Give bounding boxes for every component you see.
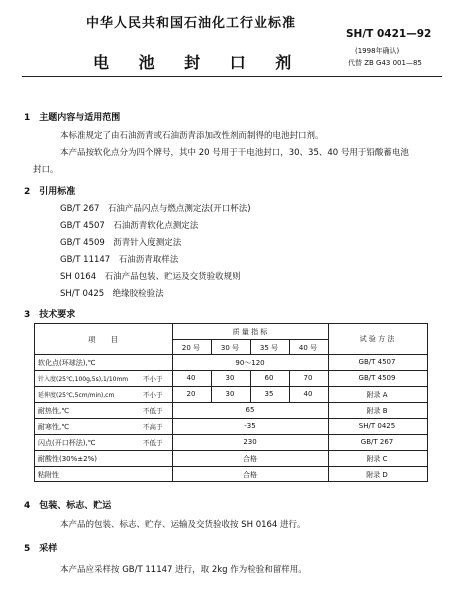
technical-requirements-table xyxy=(34,323,428,482)
row-item-label: 针入度(25℃,100g,5s),1/10mm xyxy=(38,376,129,383)
reference-item: SH/T 0425 绝缘胶检验法 xyxy=(60,289,164,299)
org-standard-title: 中华人民共和国石油化工行业标准 xyxy=(86,16,297,31)
row-merged-value: 65 xyxy=(245,406,255,414)
table-rule xyxy=(35,354,427,355)
table-rule xyxy=(35,402,427,403)
row-item-label: 粘附性 xyxy=(38,471,59,479)
row-merged-value: 合格 xyxy=(243,471,257,479)
row-method: GB/T 4507 xyxy=(358,358,396,366)
grade-header: 40 号 xyxy=(298,344,318,352)
row-grade-value: 40 xyxy=(303,390,313,398)
row-grade-value: 30 xyxy=(225,374,235,382)
table-rule xyxy=(289,370,290,402)
row-merged-value: 230 xyxy=(243,438,257,446)
row-method: GB/T 4509 xyxy=(358,374,396,382)
reference-item: GB/T 11147 石油沥青取样法 xyxy=(60,255,179,265)
table-rule xyxy=(35,418,427,419)
row-item-label: 耐热性,℃ xyxy=(38,407,70,415)
table-header-quality: 质 量 指 标 xyxy=(232,328,268,336)
row-grade-value: 70 xyxy=(303,374,313,382)
row-method: GB/T 267 xyxy=(360,438,394,446)
section-4-paragraph: 本产品的包装、标志、贮存、运输及交货验收按 SH 0164 进行。 xyxy=(60,520,306,530)
table-rule xyxy=(211,370,212,402)
grade-header: 30 号 xyxy=(220,344,240,352)
table-rule xyxy=(35,450,427,451)
row-merged-value: 90～120 xyxy=(235,359,265,367)
header-rule xyxy=(22,76,442,77)
grade-header: 35 号 xyxy=(259,344,279,352)
row-method: 附录 D xyxy=(366,471,388,479)
row-grade-value: 60 xyxy=(264,374,274,382)
row-limit: 不高于 xyxy=(143,423,163,431)
row-method: 附录 C xyxy=(366,455,388,463)
table-header-item: 项 目 xyxy=(88,335,118,344)
row-item-label: 耐寒性,℃ xyxy=(38,423,70,431)
row-item-label: 软化点(环球法),℃ xyxy=(38,359,96,367)
row-item-label: 延伸度(25℃,5cm/min),cm xyxy=(38,392,115,399)
row-limit: 不小于 xyxy=(143,391,163,399)
table-rule xyxy=(211,339,212,354)
row-method: 附录 B xyxy=(366,407,388,415)
section-1-paragraph-2-cont: 封口。 xyxy=(33,165,59,175)
row-limit: 不低于 xyxy=(143,407,163,415)
table-rule xyxy=(172,324,173,481)
section-5-paragraph: 本产品应采样按 GB/T 11147 进行，取 2kg 作为检验和留样用。 xyxy=(60,565,307,575)
row-merged-value: 合格 xyxy=(243,455,257,463)
document-title: 电 池 封 口 剂 xyxy=(93,53,304,72)
reference-item: GB/T 4509 沥青针入度测定法 xyxy=(60,238,182,248)
table-rule xyxy=(328,324,329,481)
table-rule xyxy=(35,434,427,435)
row-method: 附录 A xyxy=(366,391,388,399)
row-method: SH/T 0425 xyxy=(358,422,396,430)
section-1-paragraph-2: 本产品按软化点分为四个牌号，其中 20 号用于干电池封口，30、35、40 号用于铅酸蓄电池 xyxy=(60,148,409,158)
section-2-heading: 2 引用标准 xyxy=(24,187,76,197)
table-rule xyxy=(35,466,427,467)
table-rule xyxy=(35,386,427,387)
section-4-heading: 4 包装、标志、贮运 xyxy=(24,501,112,511)
row-grade-value: 35 xyxy=(264,390,274,398)
standard-number: SH/T 0421—92 xyxy=(346,28,432,40)
row-limit: 不小于 xyxy=(143,375,163,383)
table-rule xyxy=(250,370,251,402)
row-limit: 不低于 xyxy=(143,439,163,447)
replaces-note: 代替 ZB G43 001—85 xyxy=(348,59,422,67)
row-grade-value: 40 xyxy=(186,374,196,382)
row-merged-value: -35 xyxy=(244,422,256,430)
section-1-heading: 1 主题内容与适用范围 xyxy=(24,113,121,123)
section-5-heading: 5 采样 xyxy=(24,544,58,554)
reference-item: SH 0164 石油产品包装、贮运及交货验收规则 xyxy=(60,272,241,282)
section-1-paragraph-1: 本标准规定了由石油沥青或石油沥青添加改性剂而制得的电池封口剂。 xyxy=(60,131,324,141)
table-rule xyxy=(35,370,427,371)
row-item-label: 闪点(开口杯法),℃ xyxy=(38,439,96,447)
table-rule xyxy=(289,339,290,354)
row-item-label: 耐酸性(30%±2%) xyxy=(38,455,97,463)
table-header-method: 试 验 方 法 xyxy=(359,335,395,343)
row-grade-value: 30 xyxy=(225,390,235,398)
section-3-heading: 3 技术要求 xyxy=(24,310,76,320)
reference-item: GB/T 4507 石油沥青软化点测定法 xyxy=(60,221,199,231)
grade-header: 20 号 xyxy=(181,344,201,352)
reference-item: GB/T 267 石油产品闪点与燃点测定法(开口杯法) xyxy=(60,204,251,214)
confirmation-note: (1998年确认) xyxy=(355,47,400,55)
row-grade-value: 20 xyxy=(186,390,196,398)
table-rule xyxy=(250,339,251,354)
